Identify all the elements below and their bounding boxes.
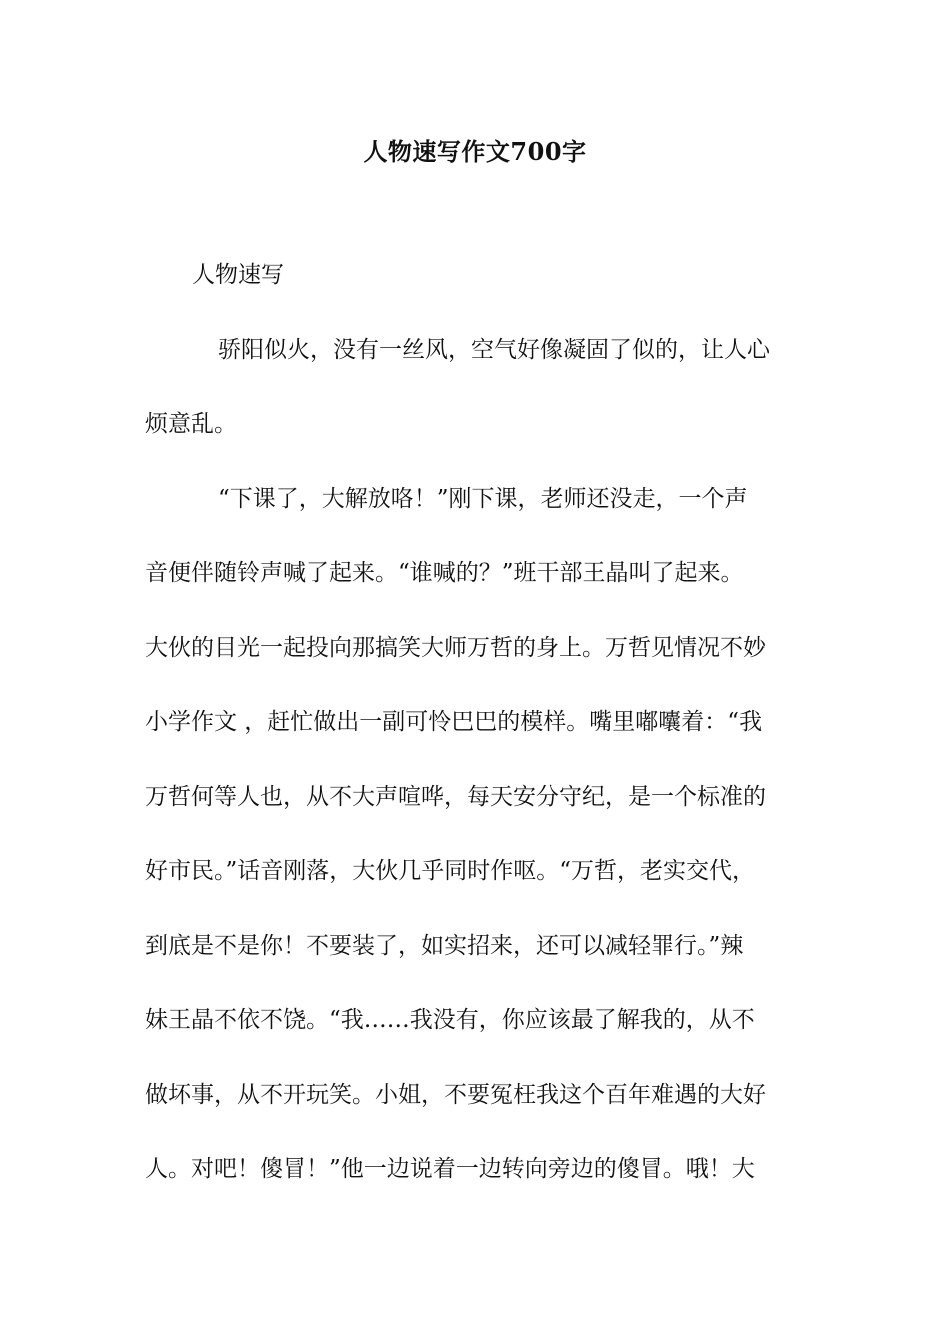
paragraph-line: 烦意乱。 xyxy=(145,411,237,437)
paragraph-line: 人物速写 xyxy=(192,262,284,288)
paragraph-line: 到底是不是你！不要装了，如实招来，还可以减轻罪行。”辣 xyxy=(145,932,744,959)
paragraph-line: 音便伴随铃声喊了起来。“谁喊的？”班干部王晶叫了起来。 xyxy=(145,560,744,586)
paragraph-line: 大伙的目光一起投向那搞笑大师万哲的身上。万哲见情况不妙 xyxy=(145,634,766,661)
document-title: 人物速写作文700字 xyxy=(363,137,587,166)
paragraph-line: 做坏事，从不开玩笑。小姐，不要冤枉我这个百年难遇的大好 xyxy=(145,1081,766,1108)
paragraph-line: 好市民。”话音刚落，大伙几乎同时作呕。“万哲，老实交代， xyxy=(145,858,756,884)
paragraph-line: “下课了，大解放咯！”刚下课，老师还没走，一个声 xyxy=(218,485,748,512)
paragraph-line: 骄阳似火，没有一丝风，空气好像凝固了似的，让人心 xyxy=(218,336,770,363)
paragraph-line: 小学作文 ，赶忙做出一副可怜巴巴的模样。嘴里嘟囔着：“我 xyxy=(145,709,763,735)
paragraph-line: 妹王晶不依不饶。“我……我没有，你应该最了解我的，从不 xyxy=(145,1007,755,1033)
paragraph-line: 人。对吧！傻冒！”他一边说着一边转向旁边的傻冒。哦！大 xyxy=(145,1156,755,1182)
document-body xyxy=(145,256,825,1225)
paragraph-line: 万哲何等人也，从不大声喧哗，每天安分守纪，是一个标准的 xyxy=(145,783,766,810)
